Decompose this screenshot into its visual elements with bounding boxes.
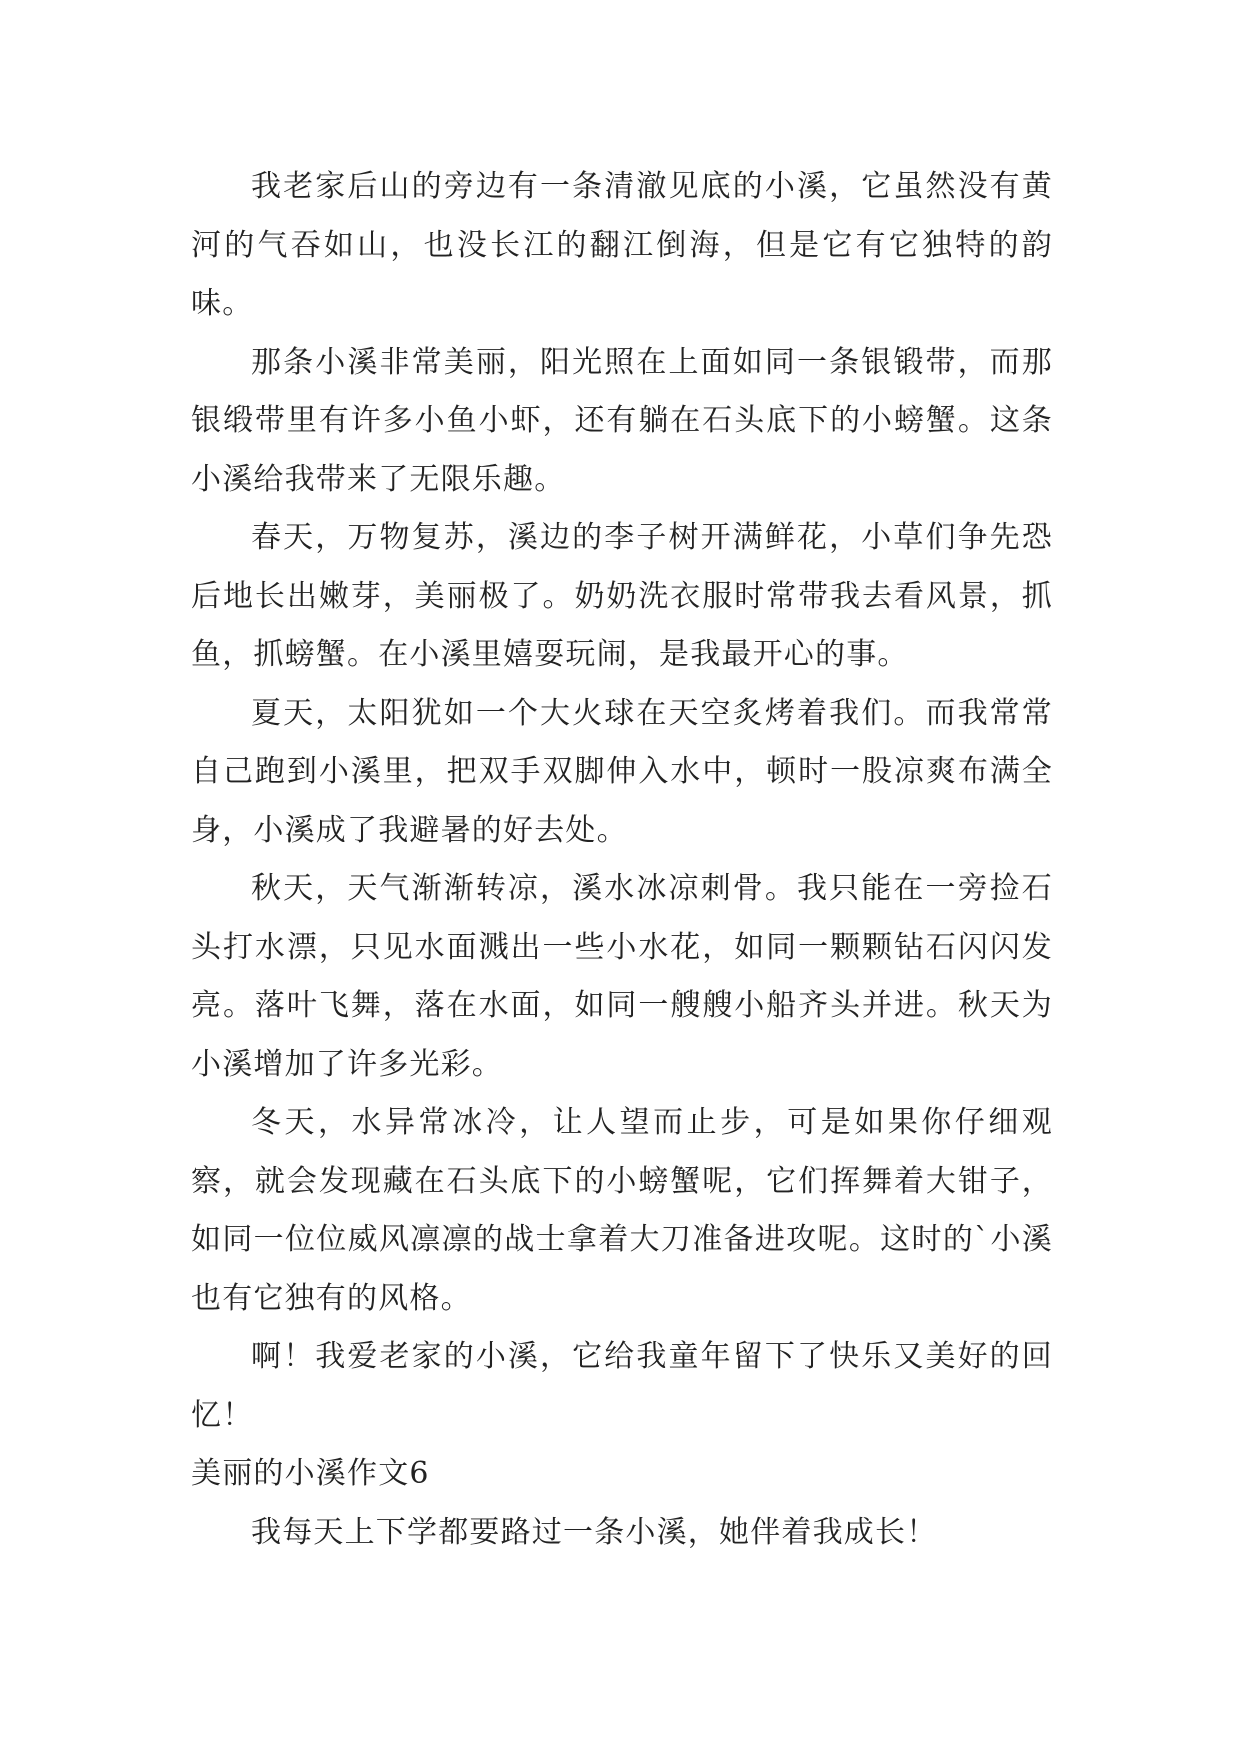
paragraph-7: 啊！我爱老家的小溪，它给我童年留下了快乐又美好的回忆！ — [191, 1339, 1053, 1433]
paragraph-1: 我老家后山的旁边有一条清澈见底的小溪，它虽然没有黄河的气吞如山，也没长江的翻江倒海，但是它有它独特的韵味。 — [191, 169, 1053, 321]
paragraph-8: 我每天上下学都要路过一条小溪，她伴着我成长！ — [251, 1514, 938, 1550]
paragraph-3: 春天，万物复苏，溪边的李子树开满鲜花，小草们争先恐后地长出嫩芽，美丽极了。奶奶洗衣服时常带我去看风景，抓鱼，抓螃蟹。在小溪里嬉耍玩闹，是我最开心的事。 — [191, 520, 1053, 672]
paragraph-5: 秋天，天气渐渐转凉，溪水冰凉刺骨。我只能在一旁捡石头打水漂，只见水面溅出一些小水花，如同一颗颗钻石闪闪发亮。落叶飞舞，落在水面，如同一艘艘小船齐头并进。秋天为小溪增加了许多光彩。 — [191, 871, 1053, 1082]
paragraph-6: 冬天，水异常冰冷，让人望而止步，可是如果你仔细观察，就会发现藏在石头底下的小螃蟹呢，它们挥舞着大钳子，如同一位位威风凛凛的战士拿着大刀准备进攻呢。这时的`小溪也有它独有的风格。 — [191, 1105, 1053, 1316]
section-heading: 美丽的小溪作文6 — [191, 1456, 430, 1491]
paragraph-4: 夏天，太阳犹如一个大火球在天空炙烤着我们。而我常常自己跑到小溪里，把双手双脚伸入水中，顿时一股凉爽布满全身，小溪成了我避暑的好去处。 — [191, 695, 1053, 848]
document-body — [191, 158, 1053, 1562]
paragraph-2: 那条小溪非常美丽，阳光照在上面如同一条银锻带，而那银缎带里有许多小鱼小虾，还有躺在石头底下的小螃蟹。这条小溪给我带来了无限乐趣。 — [191, 344, 1053, 497]
